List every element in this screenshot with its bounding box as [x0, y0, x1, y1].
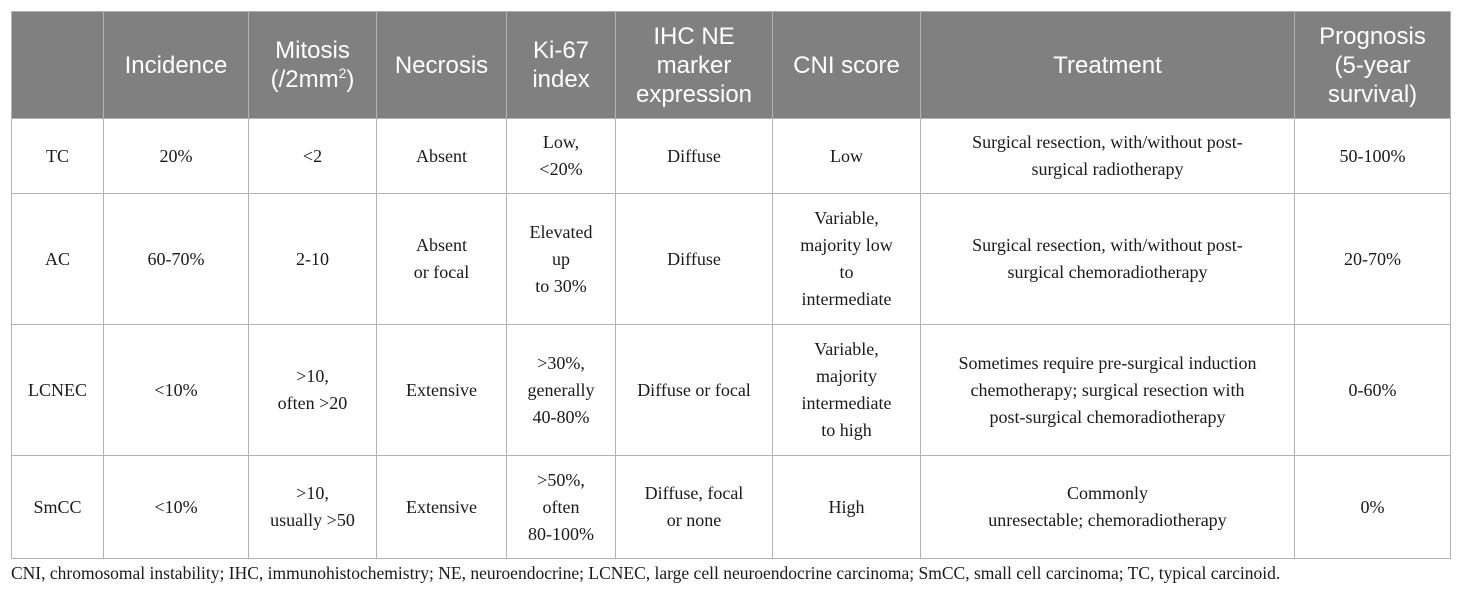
- header-prognosis: [1295, 12, 1451, 119]
- cell-line: Variable,: [814, 208, 879, 228]
- cell-ihc: [616, 119, 773, 194]
- cell-ki67: [507, 325, 616, 456]
- header-prognosis-line3: survival): [1327, 80, 1418, 108]
- cell-line: generally: [527, 379, 595, 400]
- cell-treatment: [921, 325, 1295, 456]
- cell-line: majority: [816, 366, 877, 386]
- cell-line: Diffuse or focal: [637, 379, 751, 400]
- cell-line: Surgical resection, with/without post-: [972, 235, 1243, 255]
- cell-line: or focal: [413, 262, 470, 282]
- cell-type: AC: [12, 194, 104, 325]
- cell-type: LCNEC: [12, 325, 104, 456]
- cell-line: >10,: [296, 366, 329, 386]
- cell-cni: [773, 325, 921, 456]
- header-mitosis-line1: Mitosis: [275, 37, 350, 64]
- header-ihc: [616, 12, 773, 119]
- header-ihc-line2: marker: [656, 51, 732, 79]
- cell-line: or none: [666, 510, 722, 530]
- table-row: [12, 325, 1451, 456]
- table-row: [12, 456, 1451, 559]
- cell-line: Sometimes require pre-surgical induction: [958, 352, 1257, 373]
- cell-line: to 30%: [535, 275, 587, 296]
- header-necrosis: Necrosis: [377, 12, 507, 119]
- cell-type: TC: [12, 119, 104, 194]
- cell-line: post-surgical chemoradiotherapy: [989, 406, 1226, 427]
- table-container: [11, 11, 1450, 559]
- cell-line: <2: [302, 145, 323, 166]
- cell-line: Extensive: [406, 379, 477, 400]
- cell-treatment: [921, 194, 1295, 325]
- header-row: [12, 12, 1451, 119]
- cell-ihc: [616, 194, 773, 325]
- cell-line: Diffuse, focal: [644, 483, 744, 503]
- cell-prognosis: 0%: [1295, 456, 1451, 559]
- cell-line: to: [839, 262, 854, 282]
- cell-line: >10,: [296, 483, 329, 503]
- cell-line: Low,: [542, 132, 580, 152]
- cell-line: >30%,: [537, 352, 585, 373]
- cell-prognosis: 50-100%: [1295, 119, 1451, 194]
- cell-line: Surgical resection, with/without post-: [972, 132, 1243, 152]
- cell-line: Low: [830, 145, 863, 166]
- cell-ki67: [507, 119, 616, 194]
- cell-line: High: [828, 496, 865, 517]
- cell-necrosis: [377, 456, 507, 559]
- cell-line: >50%,: [537, 469, 585, 490]
- header-prognosis-line1: Prognosis: [1319, 22, 1426, 50]
- cell-line: Absent: [416, 235, 467, 255]
- cell-prognosis: 20-70%: [1295, 194, 1451, 325]
- table-body: [12, 119, 1451, 559]
- cell-line: Absent: [416, 145, 467, 166]
- cell-line: intermediate: [801, 393, 892, 413]
- cell-ihc: [616, 325, 773, 456]
- header-blank: [12, 12, 104, 119]
- header-treatment: Treatment: [921, 12, 1295, 119]
- header-mitosis-unit: (/2mm: [270, 66, 339, 93]
- header-ki67-line2: index: [532, 66, 590, 93]
- cell-line: Diffuse: [667, 248, 721, 269]
- cell-cni: [773, 456, 921, 559]
- cell-incidence: 20%: [104, 119, 249, 194]
- cell-line: 40-80%: [532, 406, 590, 427]
- cell-line: Elevated: [529, 221, 593, 242]
- comparison-table: [11, 11, 1451, 559]
- cell-line: Variable,: [814, 339, 879, 359]
- cell-line: usually >50: [270, 510, 355, 530]
- cell-line: unresectable; chemoradiotherapy: [988, 510, 1227, 530]
- cell-cni: [773, 194, 921, 325]
- cell-line: intermediate: [801, 289, 892, 309]
- cell-line: <20%: [539, 159, 583, 179]
- header-ihc-line3: expression: [635, 80, 753, 108]
- cell-line: Extensive: [406, 496, 477, 517]
- cell-line: Commonly: [1066, 483, 1148, 503]
- header-mitosis-line2: [255, 65, 370, 94]
- header-mitosis-superscript: 2: [338, 65, 347, 81]
- cell-line: up: [552, 248, 570, 269]
- header-mitosis: [249, 12, 377, 119]
- cell-mitosis: [249, 194, 377, 325]
- cell-incidence: <10%: [104, 325, 249, 456]
- cell-ki67: [507, 194, 616, 325]
- cell-line: 2-10: [296, 248, 329, 269]
- cell-mitosis: [249, 325, 377, 456]
- header-ki67-line1: Ki-67: [532, 37, 590, 64]
- table-row: [12, 194, 1451, 325]
- cell-treatment: [921, 119, 1295, 194]
- cell-line: often >20: [277, 393, 348, 413]
- cell-line: surgical radiotherapy: [1031, 159, 1184, 179]
- cell-necrosis: [377, 119, 507, 194]
- header-incidence: Incidence: [104, 12, 249, 119]
- cell-line: 80-100%: [528, 523, 594, 544]
- cell-necrosis: [377, 325, 507, 456]
- cell-prognosis: 0-60%: [1295, 325, 1451, 456]
- table-footnote: CNI, chromosomal instability; IHC, immunohistochemistry; NE, neuroendocrine; LCNEC, large cell neuroendocrine carcinoma; SmCC, small cell carcinoma; TC, typical carcinoid.: [11, 563, 1281, 583]
- cell-line: majority low: [800, 235, 893, 255]
- cell-line: chemotherapy; surgical resection with: [970, 379, 1245, 400]
- table-row: [12, 119, 1451, 194]
- cell-cni: [773, 119, 921, 194]
- cell-line: surgical chemoradiotherapy: [1007, 262, 1208, 282]
- header-mitosis-close: ): [346, 66, 355, 93]
- cell-incidence: <10%: [104, 456, 249, 559]
- cell-ihc: [616, 456, 773, 559]
- cell-mitosis: [249, 456, 377, 559]
- header-ihc-line1: IHC NE: [653, 22, 735, 50]
- cell-line: Diffuse: [667, 145, 721, 166]
- cell-ki67: [507, 456, 616, 559]
- header-cni: CNI score: [773, 12, 921, 119]
- cell-treatment: [921, 456, 1295, 559]
- cell-line: often: [542, 496, 580, 517]
- cell-necrosis: [377, 194, 507, 325]
- cell-type: SmCC: [12, 456, 104, 559]
- header-prognosis-line2: (5-year: [1334, 51, 1411, 79]
- cell-line: to high: [821, 420, 872, 440]
- cell-incidence: 60-70%: [104, 194, 249, 325]
- header-ki67: [507, 12, 616, 119]
- cell-mitosis: [249, 119, 377, 194]
